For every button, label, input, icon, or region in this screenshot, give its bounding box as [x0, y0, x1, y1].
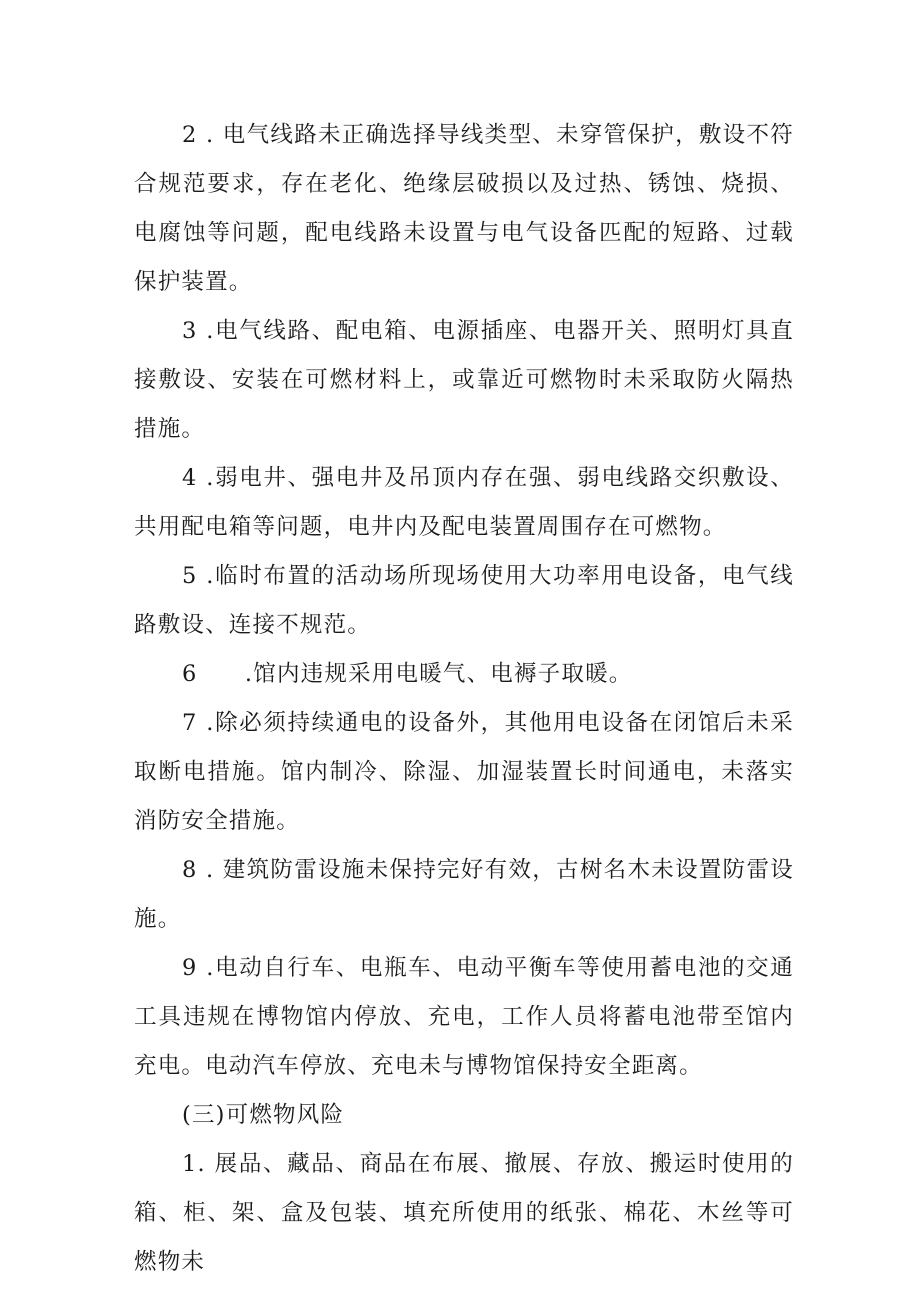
paragraph-item-7: 7 .除必须持续通电的设备外，其他用电设备在闭馆后未采取断电措施。馆内制冷、除湿、加湿装置长时间通电，未落实消防安全措施。 [134, 710, 794, 834]
section-paragraph-item-1: 1. 展品、藏品、商品在布展、撤展、存放、搬运时使用的箱、柜、架、盒及包装、填充所使用的纸张、棉花、木丝等可燃物未 [134, 1151, 794, 1275]
section-heading: (三)可燃物风险 [182, 1102, 345, 1128]
document-body [134, 111, 794, 1287]
paragraph-item-8: 8 . 建筑防雷设施未保持完好有效，古树名木未设置防雷设施。 [134, 857, 794, 932]
paragraph-item-6: 6 .馆内违规采用电暖气、电褥子取暖。 [182, 661, 633, 687]
paragraph-item-4: 4 .弱电井、强电井及吊顶内存在强、弱电线路交织敷设、共用配电箱等问题，电井内及配电装置周围存在可燃物。 [134, 465, 794, 540]
paragraph-item-2: 2 . 电气线路未正确选择导线类型、未穿管保护，敷设不符合规范要求，存在老化、绝缘层破损以及过热、锈蚀、烧损、电腐蚀等问题，配电线路未设置与电气设备匹配的短路、过载保护装置。 [134, 122, 794, 295]
paragraph-item-3: 3 .电气线路、配电箱、电源插座、电器开关、照明灯具直接敷设、安装在可燃材料上，或靠近可燃物时未采取防火隔热措施。 [134, 318, 794, 442]
paragraph-item-5: 5 .临时布置的活动场所现场使用大功率用电设备，电气线路敷设、连接不规范。 [134, 563, 794, 638]
paragraph-item-9: 9 .电动自行车、电瓶车、电动平衡车等使用蓄电池的交通工具违规在博物馆内停放、充电，工作人员将蓄电池带至馆内充电。电动汽车停放、充电未与博物馆保持安全距离。 [134, 955, 794, 1079]
